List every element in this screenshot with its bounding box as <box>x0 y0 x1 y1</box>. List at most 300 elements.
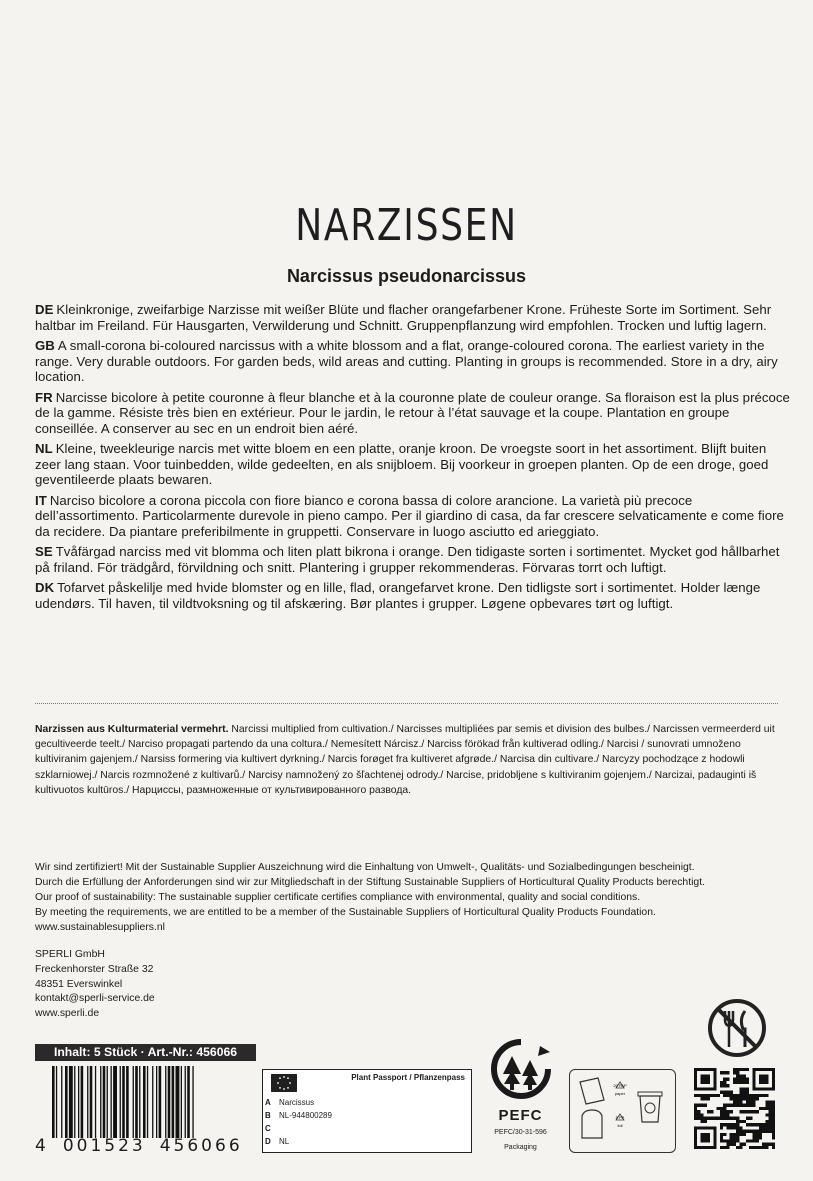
cert-line: Durch die Erfüllung der Anforderungen sind wir zur Mitgliedschaft in der Stiftung Sustainable Suppliers of Horticultural Quality Products berechtigt. <box>35 877 705 888</box>
pefc-caption: Packaging <box>504 1144 537 1151</box>
recycling-panel <box>569 1069 676 1153</box>
desc-gb <box>35 338 795 385</box>
qr-module <box>694 1071 697 1074</box>
qr-module <box>736 1126 739 1129</box>
qr-module <box>730 1110 733 1113</box>
qr-module <box>749 1139 752 1142</box>
qr-module <box>697 1087 700 1090</box>
qr-module <box>726 1084 729 1087</box>
qr-module <box>752 1130 755 1133</box>
qr-module <box>752 1136 755 1139</box>
qr-module <box>752 1071 755 1074</box>
pefc-logo <box>483 1038 558 1158</box>
qr-module <box>769 1087 772 1090</box>
qr-module <box>713 1133 716 1136</box>
qr-module <box>726 1110 729 1113</box>
qr-module <box>704 1094 707 1097</box>
qr-module <box>733 1117 736 1120</box>
qr-module <box>700 1068 703 1071</box>
qr-module <box>730 1133 733 1136</box>
qr-module <box>694 1084 697 1087</box>
lang-code: FR <box>35 389 53 405</box>
qr-module <box>720 1139 723 1142</box>
qr-module <box>765 1081 768 1084</box>
qr-module <box>746 1094 749 1097</box>
qr-module <box>697 1104 700 1107</box>
qr-module <box>704 1146 707 1149</box>
qr-module <box>752 1110 755 1113</box>
qr-module <box>713 1146 716 1149</box>
passport-rows <box>265 1096 332 1148</box>
qr-module <box>772 1068 775 1071</box>
qr-module <box>769 1110 772 1113</box>
passport-key: B <box>265 1111 271 1120</box>
qr-module <box>707 1097 710 1100</box>
qr-module <box>723 1078 726 1081</box>
qr-module <box>765 1120 768 1123</box>
qr-module <box>739 1146 742 1149</box>
qr-module <box>769 1130 772 1133</box>
qr-module <box>697 1117 700 1120</box>
qr-module <box>694 1087 697 1090</box>
cert-url: www.sustainablesuppliers.nl <box>35 922 165 933</box>
barcode-bar <box>107 1066 108 1138</box>
qr-module <box>707 1133 710 1136</box>
qr-module <box>739 1078 742 1081</box>
barcode-bar <box>113 1066 117 1138</box>
qr-module <box>769 1117 772 1120</box>
qr-module <box>739 1143 742 1146</box>
website: www.sperli.de <box>35 1008 100 1020</box>
qr-module <box>700 1117 703 1120</box>
qr-module <box>756 1097 759 1100</box>
qr-module <box>720 1146 723 1149</box>
qr-module <box>723 1139 726 1142</box>
qr-module <box>746 1097 749 1100</box>
qr-module <box>762 1126 765 1129</box>
qr-module <box>694 1117 697 1120</box>
qr-module <box>759 1123 762 1126</box>
qr-module <box>765 1094 768 1097</box>
cert-line: By meeting the requirements, we are entitled to be a member of the Sustainable Suppliers of Horticultural Quality Products Foundation. <box>35 907 656 918</box>
qr-module <box>762 1081 765 1084</box>
descriptions <box>35 302 795 616</box>
qr-module <box>749 1130 752 1133</box>
barcode-bar <box>156 1066 157 1138</box>
qr-module <box>733 1104 736 1107</box>
barcode-bar <box>52 1066 55 1138</box>
qr-module <box>720 1126 723 1129</box>
qr-module <box>749 1123 752 1126</box>
qr-module <box>749 1097 752 1100</box>
qr-module <box>739 1110 742 1113</box>
paper-label: paper <box>614 1091 626 1096</box>
qr-module <box>746 1078 749 1081</box>
qr-module <box>733 1139 736 1142</box>
qr-module <box>707 1094 710 1097</box>
product-title: NARZISSEN <box>295 200 518 251</box>
qr-module <box>759 1078 762 1081</box>
qr-module <box>700 1120 703 1123</box>
qr-module <box>700 1094 703 1097</box>
qr-module <box>697 1146 700 1149</box>
cert-line: Our proof of sustainability: The sustainable supplier certificate certifies compliance with environmental, quality and social conditions. <box>35 892 641 903</box>
qr-module <box>720 1110 723 1113</box>
no-eating-icon <box>701 997 773 1059</box>
barcode-bar <box>168 1066 171 1138</box>
desc-text: Narciso bicolore a corona piccola con fiore bianco e corona bassa di colore arancione. La varietà più precoce dell’assortimento. Particolarmente durevole in pieno campo. Per il giardino di casa, da far crescere selvaticamente e come fiore da recidere. Da piantare preferibilmente in gruppetti. Conservare in luogo asciutto ed arieggiato. <box>35 492 784 539</box>
qr-module <box>704 1117 707 1120</box>
qr-module <box>700 1074 703 1077</box>
barcode-bar <box>78 1066 79 1138</box>
qr-module <box>762 1074 765 1077</box>
qr-module <box>736 1146 739 1149</box>
qr-module <box>743 1068 746 1071</box>
qr-module <box>713 1087 716 1090</box>
qr-module <box>749 1117 752 1120</box>
street: Freckenhorster Straße 32 <box>35 963 154 975</box>
qr-module <box>710 1146 713 1149</box>
qr-module <box>746 1139 749 1142</box>
qr-module <box>759 1081 762 1084</box>
qr-module <box>756 1133 759 1136</box>
qr-module <box>730 1126 733 1129</box>
qr-module <box>769 1123 772 1126</box>
qr-module <box>772 1074 775 1077</box>
qr-module <box>759 1126 762 1129</box>
qr-module <box>752 1100 755 1103</box>
qr-module <box>707 1110 710 1113</box>
qr-module <box>762 1143 765 1146</box>
qr-module <box>700 1078 703 1081</box>
qr-module <box>713 1078 716 1081</box>
qr-module <box>739 1130 742 1133</box>
qr-module <box>713 1071 716 1074</box>
qr-module <box>746 1068 749 1071</box>
qr-module <box>752 1146 755 1149</box>
qr-module <box>733 1136 736 1139</box>
qr-module <box>762 1146 765 1149</box>
qr-module <box>772 1087 775 1090</box>
qr-module <box>752 1068 755 1071</box>
qr-module <box>720 1071 723 1074</box>
qr-module <box>710 1117 713 1120</box>
barcode-bar <box>192 1066 193 1138</box>
qr-module <box>707 1078 710 1081</box>
qr-module <box>739 1074 742 1077</box>
qr-code-icon <box>694 1068 775 1149</box>
lang-code: SE <box>35 544 53 559</box>
qr-module <box>746 1104 749 1107</box>
barcode-bar <box>135 1066 138 1138</box>
qr-module <box>700 1126 703 1129</box>
barcode-bar <box>187 1066 190 1138</box>
qr-module <box>752 1123 755 1126</box>
plant-passport <box>262 1069 472 1153</box>
qr-module <box>694 1068 697 1071</box>
qr-module <box>730 1136 733 1139</box>
qr-module <box>736 1133 739 1136</box>
desc-text: Tofarvet påskelilje med hvide blomster og en lille, flad, orangefarvet krone. Den tidligste sort i sortimentet. Holder længe udendørs. Til haven, til vildtvoksning og til afskæring. Bør plantes i grupper. Løgene opbevares tørt og luftigt. <box>35 580 761 611</box>
barcode-digits <box>35 1136 260 1156</box>
qr-module <box>736 1081 739 1084</box>
qr-module <box>720 1133 723 1136</box>
qr-module <box>700 1139 703 1142</box>
qr-module <box>759 1074 762 1077</box>
passport-value: NL <box>279 1137 290 1146</box>
qr-module <box>723 1110 726 1113</box>
qr-module <box>730 1097 733 1100</box>
qr-module <box>723 1104 726 1107</box>
qr-module <box>762 1123 765 1126</box>
qr-module <box>733 1068 736 1071</box>
qr-module <box>759 1146 762 1149</box>
passport-value: NL-944800289 <box>279 1111 332 1120</box>
barcode-digit-group: 001523 <box>62 1136 146 1156</box>
passport-row <box>265 1135 332 1148</box>
qr-module <box>707 1126 710 1129</box>
qr-module <box>700 1113 703 1116</box>
qr-module <box>756 1087 759 1090</box>
qr-module <box>707 1074 710 1077</box>
qr-module <box>730 1139 733 1142</box>
qr-module <box>765 1146 768 1149</box>
qr-module <box>733 1133 736 1136</box>
qr-module <box>736 1068 739 1071</box>
qr-module <box>759 1133 762 1136</box>
qr-module <box>736 1100 739 1103</box>
qr-module <box>743 1081 746 1084</box>
qr-module <box>720 1113 723 1116</box>
qr-module <box>694 1113 697 1116</box>
qr-module <box>746 1081 749 1084</box>
qr-module <box>736 1074 739 1077</box>
barcode-bar <box>87 1066 88 1138</box>
qr-module <box>756 1139 759 1142</box>
email: kontakt@sperli-service.de <box>35 993 155 1005</box>
qr-module <box>772 1143 775 1146</box>
qr-module <box>694 1104 697 1107</box>
qr-module <box>765 1087 768 1090</box>
qr-module <box>736 1117 739 1120</box>
barcode-bar <box>69 1066 73 1138</box>
qr-module <box>765 1100 768 1103</box>
desc-de <box>35 302 795 333</box>
qr-module <box>700 1104 703 1107</box>
qr-module <box>726 1123 729 1126</box>
qr-module <box>726 1071 729 1074</box>
qr-module <box>765 1123 768 1126</box>
qr-module <box>733 1126 736 1129</box>
qr-module <box>723 1071 726 1074</box>
qr-module <box>762 1078 765 1081</box>
multiplication-note <box>35 722 780 798</box>
barcode-digit-group: 4 <box>35 1136 49 1156</box>
qr-module <box>707 1139 710 1142</box>
qr-module <box>694 1107 697 1110</box>
qr-module <box>765 1074 768 1077</box>
qr-module <box>707 1146 710 1149</box>
qr-module <box>694 1094 697 1097</box>
qr-module <box>700 1081 703 1084</box>
qr-module <box>710 1087 713 1090</box>
qr-module <box>707 1068 710 1071</box>
qr-module <box>752 1078 755 1081</box>
foil-label: foil <box>617 1123 623 1128</box>
qr-module <box>697 1126 700 1129</box>
qr-module <box>736 1139 739 1142</box>
desc-text: Kleine, tweekleurige narcis met witte bloem en een platte, oranje kroon. De vroegste soort in het assortiment. Blijft buiten zeer lang staan. Voor tuinbedden, wilde gedeelten, en als snijbloem. Bij voorkeur in groepen planten. Op de een droge, goed geventileerde plaats bewaren. <box>35 441 769 487</box>
qr-module <box>723 1113 726 1116</box>
barcode-digit-group: 456066 <box>159 1136 243 1156</box>
qr-module <box>746 1117 749 1120</box>
qr-module <box>726 1126 729 1129</box>
qr-module <box>736 1123 739 1126</box>
qr-module <box>720 1091 723 1094</box>
lang-code: DK <box>35 580 55 595</box>
multiplication-text: Narcissi multiplied from cultivation./ Narcisses multipliées par semis et division des bulbes./ Narcissen vermeerderd uit gecultiveerde teelt./ Narciso propagati partendo da una coltura./ Nemesített Nárcisz./ Narciss förökad från kultiverad odling./ Narcisi / sunovrati umnoženo kultiviranim gajenjem./ Narsiss formering via kultivert dyrkning./ Narcis forøget fra kultiveret afgrøde./ Narcisa din cultivare./ Narcyzy pochodzące z hodowli szklarniowej./ Narcis rozmnožené z kultivarů./ Narcisy namnožený zo šľachtenej odrody./ Narcise, pridobljene s kultiviranim gojenjem./ Narcizai, padauginti iš kultivuotos kultūros./ Нарциссы, размноженные от культивированного развода. <box>35 724 775 796</box>
qr-module <box>762 1094 765 1097</box>
barcode-bar <box>185 1066 186 1138</box>
qr-module <box>694 1130 697 1133</box>
qr-module <box>749 1094 752 1097</box>
qr-module <box>726 1139 729 1142</box>
desc-fr <box>35 390 795 437</box>
qr-module <box>743 1133 746 1136</box>
qr-module <box>717 1117 720 1120</box>
paper-code: 20 PAP <box>613 1083 627 1088</box>
qr-module <box>704 1126 707 1129</box>
qr-module <box>739 1100 742 1103</box>
qr-module <box>723 1117 726 1120</box>
qr-module <box>772 1107 775 1110</box>
barcode-bar <box>133 1066 134 1138</box>
barcode-bar <box>100 1066 101 1138</box>
qr-module <box>749 1110 752 1113</box>
lang-code: NL <box>35 441 53 456</box>
lang-code: DE <box>35 302 54 317</box>
qr-module <box>733 1097 736 1100</box>
qr-module <box>697 1110 700 1113</box>
qr-module <box>746 1130 749 1133</box>
qr-module <box>746 1123 749 1126</box>
qr-module <box>694 1146 697 1149</box>
qr-module <box>713 1139 716 1142</box>
qr-module <box>726 1094 729 1097</box>
qr-module <box>707 1117 710 1120</box>
qr-module <box>736 1130 739 1133</box>
qr-module <box>733 1100 736 1103</box>
qr-module <box>756 1136 759 1139</box>
qr-module <box>743 1074 746 1077</box>
qr-module <box>726 1091 729 1094</box>
qr-module <box>772 1071 775 1074</box>
qr-module <box>723 1146 726 1149</box>
qr-module <box>772 1100 775 1103</box>
qr-module <box>759 1107 762 1110</box>
qr-module <box>752 1104 755 1107</box>
recycling-icon <box>570 1070 675 1152</box>
qr-module <box>752 1139 755 1142</box>
qr-module <box>713 1117 716 1120</box>
qr-module <box>752 1133 755 1136</box>
qr-module <box>694 1081 697 1084</box>
qr-module <box>746 1091 749 1094</box>
qr-module <box>739 1126 742 1129</box>
passport-heading: Plant Passport / Pflanzenpass <box>351 1073 465 1082</box>
qr-module <box>723 1084 726 1087</box>
qr-module <box>723 1081 726 1084</box>
qr-module <box>736 1094 739 1097</box>
qr-module <box>752 1094 755 1097</box>
qr-module <box>713 1143 716 1146</box>
qr-module <box>697 1094 700 1097</box>
barcode-bar <box>139 1066 140 1138</box>
dotted-divider <box>35 703 778 704</box>
qr-module <box>713 1126 716 1129</box>
qr-module <box>759 1087 762 1090</box>
qr-module <box>756 1094 759 1097</box>
qr-module <box>694 1126 697 1129</box>
pefc-name: PEFC <box>498 1107 543 1124</box>
qr-module <box>762 1068 765 1071</box>
qr-module <box>749 1100 752 1103</box>
qr-module <box>772 1136 775 1139</box>
qr-module <box>720 1084 723 1087</box>
qr-module <box>697 1113 700 1116</box>
lang-code: IT <box>35 492 47 508</box>
qr-module <box>769 1126 772 1129</box>
qr-module <box>752 1097 755 1100</box>
qr-module <box>717 1107 720 1110</box>
barcode-bar <box>103 1066 106 1138</box>
qr-module <box>694 1078 697 1081</box>
passport-row <box>265 1109 332 1122</box>
barcode-bar <box>95 1066 96 1138</box>
qr-module <box>759 1068 762 1071</box>
qr-module <box>713 1136 716 1139</box>
qr-module <box>730 1104 733 1107</box>
qr-module <box>736 1078 739 1081</box>
qr-module <box>743 1097 746 1100</box>
qr-module <box>713 1081 716 1084</box>
qr-module <box>710 1126 713 1129</box>
qr-module <box>772 1120 775 1123</box>
qr-module <box>752 1074 755 1077</box>
qr-module <box>720 1107 723 1110</box>
barcode-bar <box>111 1066 112 1138</box>
qr-module <box>720 1081 723 1084</box>
qr-module <box>772 1130 775 1133</box>
qr-module <box>720 1136 723 1139</box>
pefc-tree-icon <box>490 1038 552 1100</box>
qr-module <box>736 1120 739 1123</box>
qr-module <box>769 1104 772 1107</box>
qr-module <box>704 1081 707 1084</box>
qr-module <box>694 1110 697 1113</box>
qr-module <box>733 1094 736 1097</box>
qr-module <box>762 1087 765 1090</box>
qr-module <box>733 1078 736 1081</box>
qr-module <box>765 1078 768 1081</box>
qr-module <box>743 1078 746 1081</box>
qr-module <box>756 1130 759 1133</box>
qr-module <box>707 1136 710 1139</box>
qr-module <box>765 1113 768 1116</box>
qr-module <box>772 1084 775 1087</box>
barcode-bar <box>126 1066 129 1138</box>
qr-module <box>723 1091 726 1094</box>
